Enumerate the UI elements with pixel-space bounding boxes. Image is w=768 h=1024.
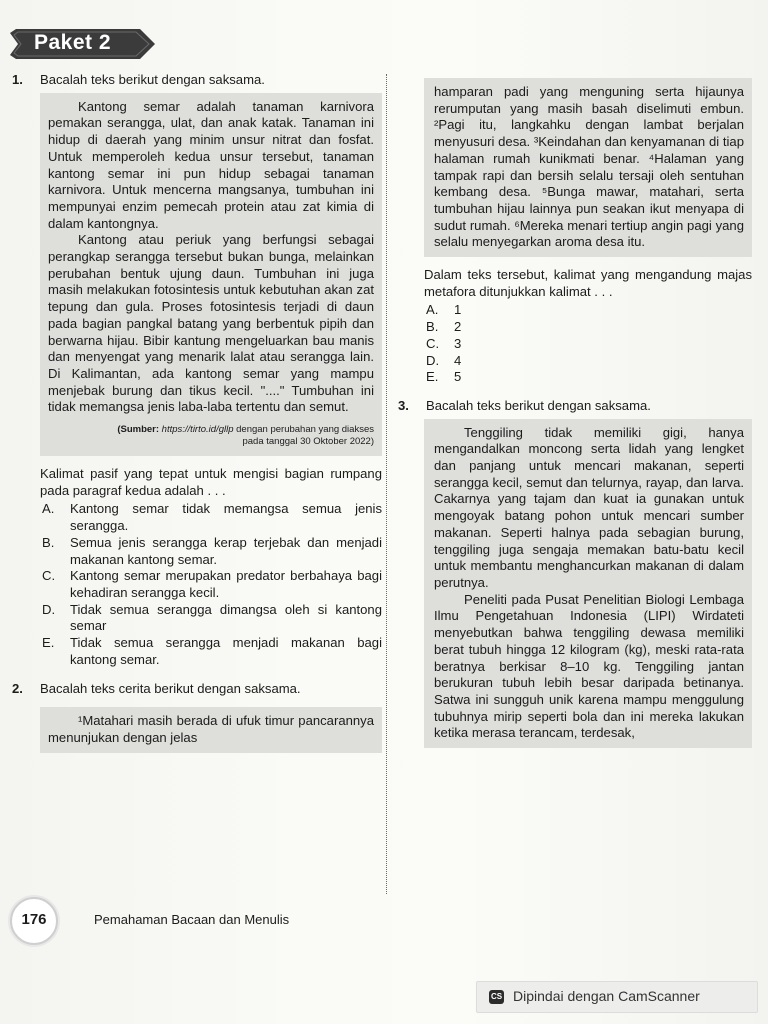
option-e[interactable] [40, 635, 382, 668]
option-text: 5 [454, 369, 462, 385]
camscanner-logo-icon: CS [489, 990, 504, 1004]
option-text: Tidak semua serangga menjadi makanan bagi kantong semar. [70, 635, 382, 667]
option-letter: B. [42, 534, 55, 550]
question-1-number: 1. [12, 72, 23, 87]
page-number-badge [10, 897, 58, 945]
option-text: Semua jenis serangga kerap terjebak dan menjadi makanan kantong semar. [70, 534, 382, 567]
option-letter: D. [42, 601, 56, 617]
option-e[interactable] [424, 369, 752, 386]
option-letter: C. [426, 335, 440, 351]
question-1-passage [40, 93, 382, 456]
passage-fragment: ¹Matahari masih berada di ufuk timur pancarannya menunjukan dengan jelas [48, 713, 374, 745]
question-3-instruction: Bacalah teks berikut dengan saksama. [426, 397, 651, 413]
question-3-passage [424, 419, 752, 748]
section-banner [10, 29, 155, 59]
question-1-instruction: Bacalah teks berikut dengan saksama. [40, 72, 265, 87]
question-2-passage-end [424, 78, 752, 257]
option-letter: E. [42, 635, 55, 651]
passage-paragraph-1: Tenggiling tidak memiliki gigi, hanya mengandalkan moncong serta lidah yang lengket dan panjang untuk mencari makanan, seperti serangga kecil, semut dan telurnya, rayap, dan larva. Cakarnya yang tajam dan kuat ia gunakan untuk mengoyak batang pohon untuk mencari sumber makanan. Seperti halnya pada sebagian burung, tenggiling juga sengaja memakan batu-batu kecil untuk membantu menghancurkan makanan di dalam perutnya. [434, 424, 744, 590]
book-title: Pemahaman Bacaan dan Menulis [94, 912, 290, 927]
question-2-passage-start [40, 707, 382, 752]
option-d[interactable] [40, 602, 382, 635]
passage-source [48, 416, 374, 450]
question-2-number: 2. [12, 680, 23, 696]
source-date: pada tanggal 30 Oktober 2022) [242, 436, 374, 448]
question-3-header [398, 398, 752, 415]
passage-fragment: hamparan padi yang menguning serta hijaunya rerumputan yang masih basah diselimuti embun. ²Pagi itu, langkahku dengan lambat berjalan menyusuri desa. ³Keindahan dan kenyamanan di tiap halaman rumah kunikmati benar. ⁴Halaman yang tampak rapi dan bersih selalu tersaji oleh sentuhan kembang desa. ⁵Bunga mawar, matahari, serta tumbuhan hijau lainnya pun seakan ikut menyapa di sudut rumah. ⁶Mereka menari tertiup angin pagi yang selalu menyegarkan aroma desa itu. [434, 84, 744, 250]
passage-paragraph-2: Peneliti pada Pusat Penelitian Biologi Lembaga Ilmu Pengetahuan Indonesia (LIPI) Wirdateti menyebutkan bahwa tenggiling dewasa memiliki berat tubuh hingga 12 kilogram (kg), meski rata-rata beratnya berkisar 8–10 kg. Tenggiling jantan berukuran tubuh lebih besar daripada betinanya. Satwa ini sungguh unik karena mampu menggulung tubuhnya mirip seperti bola dan ini mereka lakukan ketika merasa terancam, terdesak, [434, 591, 744, 741]
source-label: (Sumber: [117, 424, 160, 436]
option-text: 1 [454, 302, 462, 318]
right-column [398, 78, 752, 748]
option-text: 4 [454, 352, 462, 368]
option-b[interactable] [40, 535, 382, 568]
option-b[interactable] [424, 319, 752, 336]
left-column [12, 72, 382, 753]
question-2-instruction: Bacalah teks cerita berikut dengan saksama. [40, 680, 301, 696]
option-text: Tidak semua serangga dimangsa oleh si kantong semar [70, 601, 382, 634]
passage-paragraph-2: Kantong atau periuk yang berfungsi sebagai perangkap serangga tersebut bukan bunga, melainkan perubahan bentuk ujung daun. Tumbuhan ini juga masih melakukan fotosintesis untuk kebutuhan akan zat tepung dan gula. Proses fotosintesis terjadi di daun pada bagian pangkal batang yang berbentuk pipih dan berwarna hijau. Bibir kantung mengeluarkan bau manis dan menyengat yang menarik lalat atau serangga lain. Di Kalimantan, ada kantong semar yang mampu menjebak burung dan tikus kecil. "...." Tumbuhan ini tidak memangsa jenis laba-laba tertentu dan semut. [48, 232, 374, 415]
question-1-header [12, 72, 382, 89]
option-letter: C. [42, 568, 56, 584]
option-text: Kantong semar tidak memangsa semua jenis serangga. [70, 501, 382, 534]
option-a[interactable] [40, 501, 382, 534]
question-3-body [424, 419, 752, 748]
option-letter: A. [426, 302, 439, 318]
column-divider [386, 74, 387, 894]
option-c[interactable] [40, 568, 382, 601]
option-text: 2 [454, 319, 462, 335]
option-text: 3 [454, 335, 462, 351]
source-note: dengan perubahan yang diakses [236, 424, 374, 436]
question-3-number: 3. [398, 397, 409, 413]
question-1-options [40, 501, 382, 668]
option-d[interactable] [424, 353, 752, 370]
question-2-continued [424, 78, 752, 386]
option-letter: A. [42, 501, 55, 517]
question-2-stem: Dalam teks tersebut, kalimat yang mengandung majas metafora ditunjukkan kalimat . . . [424, 267, 752, 299]
option-letter: B. [426, 319, 439, 335]
question-2-options [424, 302, 752, 386]
camscanner-watermark [476, 981, 758, 1013]
page-number: 176 [21, 911, 47, 928]
option-a[interactable] [424, 302, 752, 319]
watermark-text: Dipindai dengan CamScanner [513, 988, 700, 1004]
option-letter: E. [426, 369, 439, 385]
section-title: Paket 2 [34, 31, 112, 54]
question-1-stem: Kalimat pasif yang tepat untuk mengisi bagian rumpang pada paragraf kedua adalah . . . [40, 466, 382, 498]
option-c[interactable] [424, 336, 752, 353]
question-2-header [12, 681, 382, 698]
passage-paragraph-1: Kantong semar adalah tanaman karnivora pemakan serangga, ulat, dan anak katak. Tanaman ini hidup di daerah yang minim unsur nitrat dan fosfat. Untuk memperoleh kedua unsur tersebut, tanaman kantong semar ini pun hidup sebagai tanaman karnivora. Untuk mencerna mangsanya, tumbuhan ini mempunyai enzim pemecah protein atau zat kimia di dalam kantongnya. [48, 98, 374, 231]
option-text: Kantong semar merupakan predator berbahaya bagi kehadiran serangga kecil. [70, 568, 382, 600]
option-letter: D. [426, 352, 440, 368]
source-url: https://tirto.id/gllp [161, 424, 234, 436]
